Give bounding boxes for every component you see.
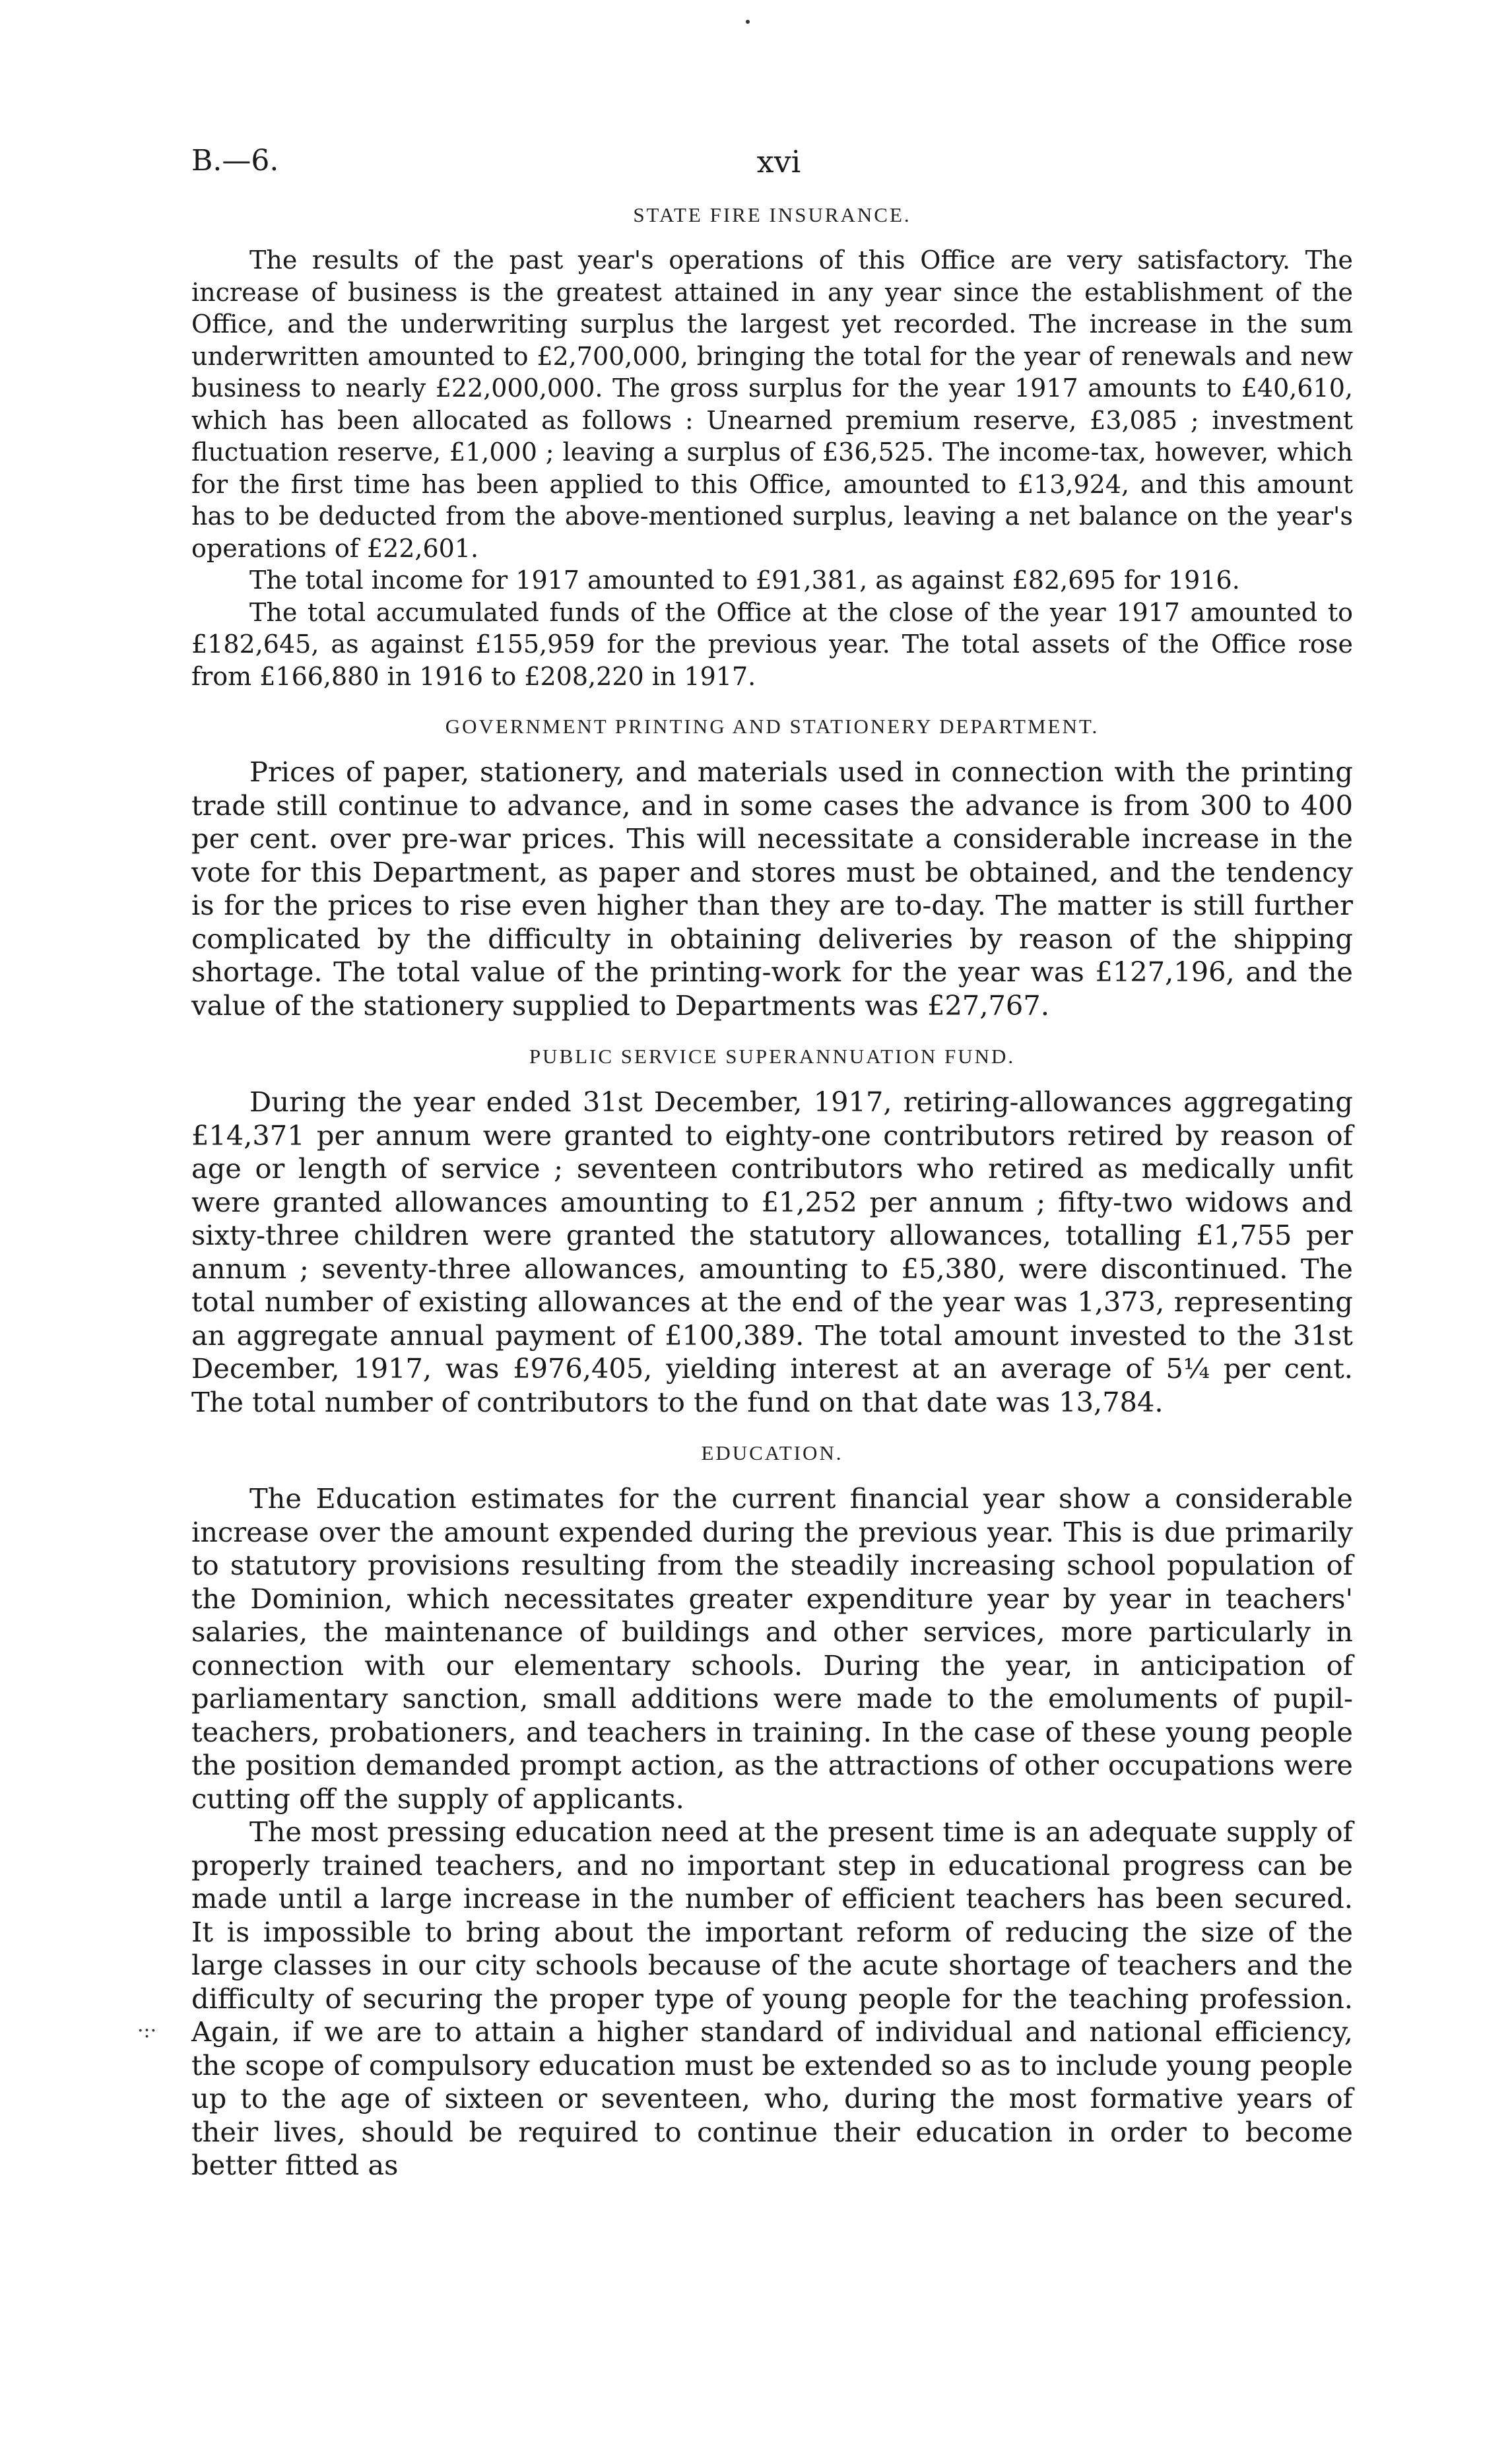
section-government-printing xyxy=(191,715,1353,1022)
section-education xyxy=(191,1441,1353,2182)
paragraph: The Education estimates for the current financial year show a considerable increase over the amount expended during the previous year. This is due primarily to statutory provisions resulting from the steadily increasing school population of the Dominion, which necessitates greater expenditure year by year in teachers' salaries, the maintenance of buildings and other services, more particularly in connection with our elementary schools. During the year, in anticipation of parliamentary sanction, small additions were made to the emoluments of pupil-teachers, probationers, and teachers in training. In the case of these young people the position demanded prompt action, as the attractions of other occupations were cutting off the supply of applicants. xyxy=(191,1482,1353,1815)
page-content xyxy=(191,198,1353,2182)
paragraph: Prices of paper, stationery, and materials used in connection with the printing trade still continue to advance, and in some cases the advance is from 300 to 400 per cent. over pre-war prices. This will necessitate a considerable increase in the vote for this Department, as paper and stores must be obtained, and the tendency is for the prices to rise even higher than they are to-day. The matter is still further complicated by the difficulty in obtaining deliveries by reason of the shipping shortage. The total value of the printing-work for the year was £127,196, and the value of the stationery supplied to Departments was £27,767. xyxy=(191,756,1353,1022)
paragraph: During the year ended 31st December, 1917, retiring-allowances aggregating £14,371 per annum were granted to eighty-one contributors retired by reason of age or length of service ; seventeen contributors who retired as medically unfit were granted allowances amounting to £1,252 per annum ; fifty-two widows and sixty-three children were granted the statutory allowances, totalling £1,755 per annum ; seventy-three allowances, amounting to £5,380, were discontinued. The total number of existing allowances at the end of the year was 1,373, representing an aggregate annual payment of £100,389. The total amount invested to the 31st December, 1917, was £976,405, yielding interest at an average of 5¼ per cent. The total number of contributors to the fund on that date was 13,784. xyxy=(191,1086,1353,1418)
paragraph: The results of the past year's operations of this Office are very satisfactory. The increase of business is the greatest attained in any year since the establishment of the Office, and the underwriting surplus the largest yet recorded. The increase in the sum underwritten amounted to £2,700,000, bringing the total for the year of renewals and new business to nearly £22,000,000. The gross surplus for the year 1917 amounts to £40,610, which has been allocated as follows : Unearned premium reserve, £3,085 ; investment fluctuation reserve, £1,000 ; leaving a surplus of £36,525. The income-tax, however, which for the first time has been applied to this Office, amounted to £13,924, and this amount has to be deducted from the above-mentioned surplus, leaving a net balance on the year's operations of £22,601. xyxy=(191,246,1353,563)
paragraph: The total income for 1917 amounted to £91,381, as against £82,695 for 1916. xyxy=(249,566,1240,595)
paragraph: The total accumulated funds of the Office at the close of the year 1917 amounted to £182,645, as against £155,959 for the previous year. The total assets of the Office rose from £166,880 in 1916 to £208,220 in 1917. xyxy=(191,597,1353,691)
page-header xyxy=(191,144,1366,183)
margin-mark: ·:· xyxy=(137,2019,157,2043)
page-number: xvi xyxy=(756,144,801,180)
section-title: GOVERNMENT PRINTING AND STATIONERY DEPARTMENT. xyxy=(445,715,1100,738)
document-reference: B.—6. xyxy=(191,144,279,178)
section-title: PUBLIC SERVICE SUPERANNUATION FUND. xyxy=(529,1045,1016,1068)
section-title: STATE FIRE INSURANCE. xyxy=(633,203,911,226)
section-title: EDUCATION. xyxy=(701,1441,843,1464)
section-state-fire-insurance xyxy=(191,203,1353,692)
paragraph: The most pressing education need at the present time is an adequate supply of properly trained teachers, and no important step in educational progress can be made until a large increase in the number of efficient teachers has been secured. It is impossible to bring about the important reform of reducing the size of the large classes in our city schools because of the acute shortage of teachers and the difficulty of securing the proper type of young people for the teaching profession. Again, if we are to attain a higher standard of individual and national efficiency, the scope of compulsory education must be extended so as to include young people up to the age of sixteen or seventeen, who, during the most formative years of their lives, should be required to continue their education in order to become better fitted as xyxy=(191,1816,1353,2181)
section-superannuation-fund xyxy=(191,1045,1353,1419)
printer-mark-dot xyxy=(746,20,750,24)
